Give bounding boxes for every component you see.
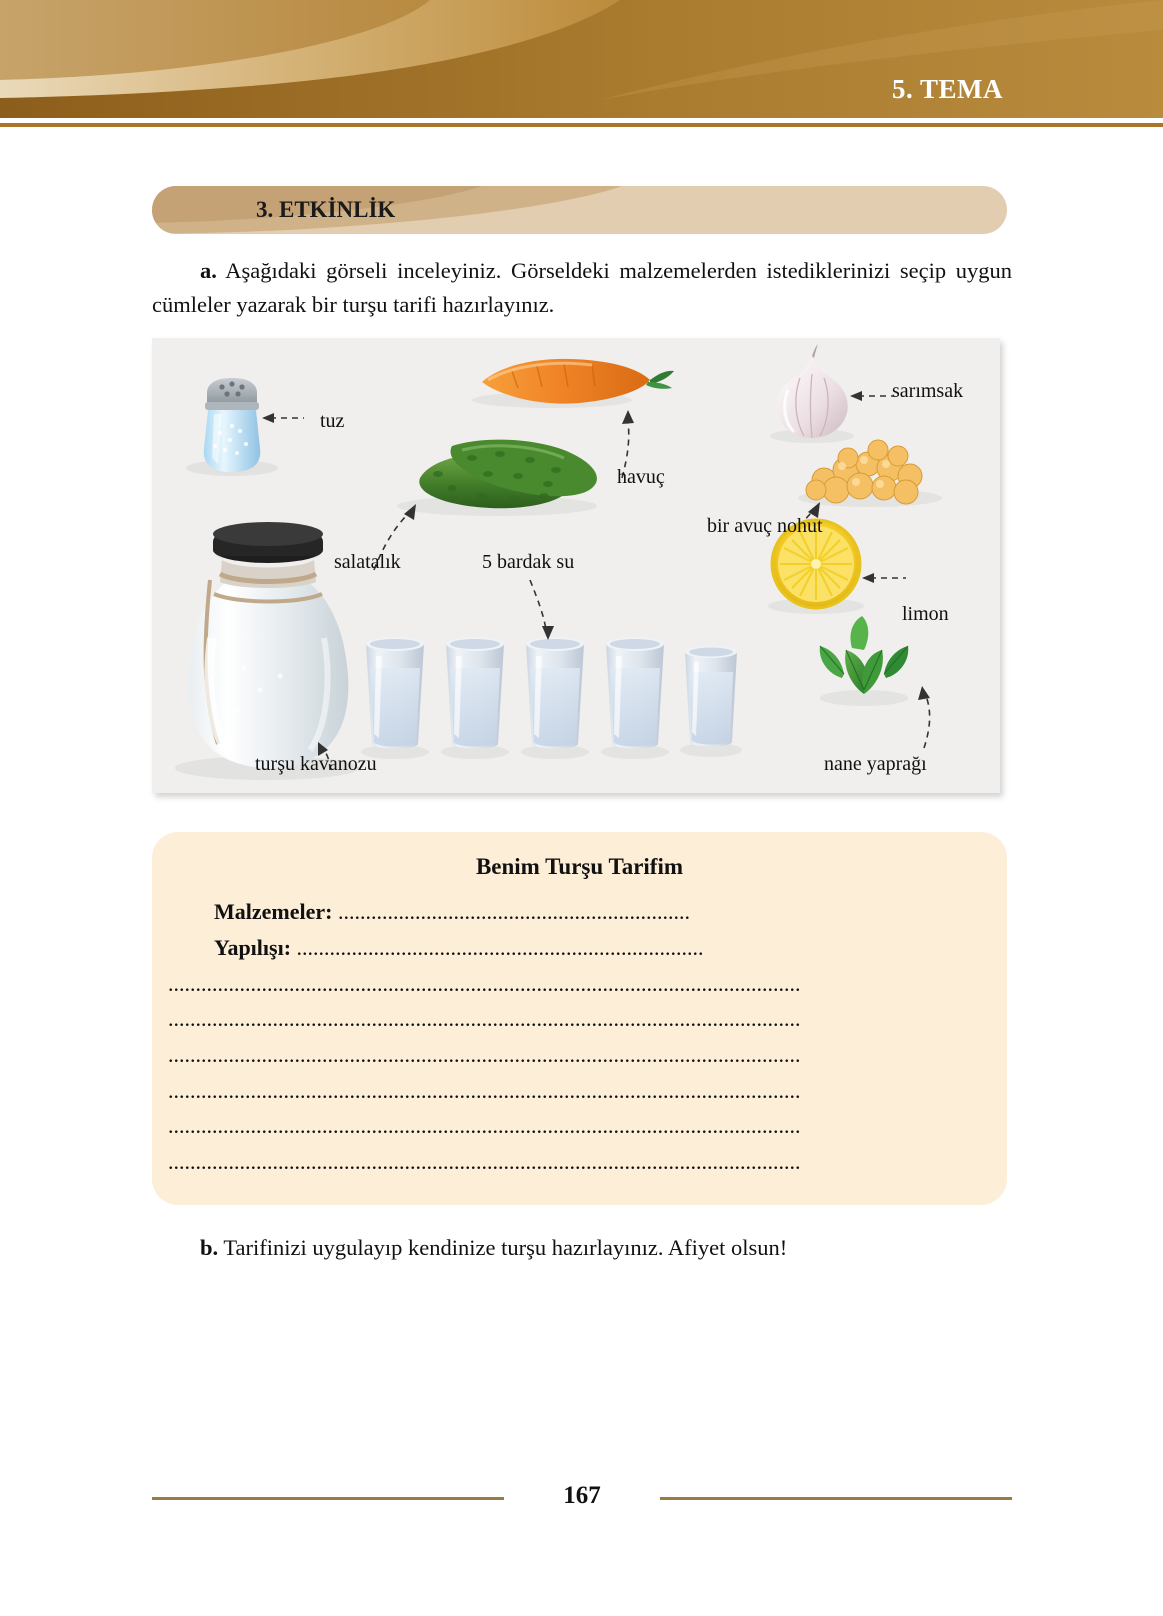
ingredients-illustration-graphic [152, 338, 1000, 793]
theme-title: 5. TEMA [891, 74, 1003, 104]
recipe-box [152, 832, 1007, 1205]
blank-line[interactable]: ................................................................................................................... [168, 1077, 801, 1103]
illustration [152, 338, 1007, 798]
recipe-title: Benim Turşu Tarifim [475, 854, 684, 880]
instruction-a-marker: a. [200, 258, 217, 283]
instruction-b-marker: b. [200, 1235, 219, 1261]
page-content [152, 186, 1012, 1266]
blank-line[interactable]: ................................................................................................................... [168, 1006, 801, 1032]
method-label: Yapılışı: [214, 935, 292, 960]
ingredients-dots: ................................................................ [337, 899, 690, 925]
ingredients-label: Malzemeler: [214, 899, 333, 925]
illustration-canvas [152, 338, 1000, 793]
activity-header [152, 186, 1007, 234]
instruction-b-text: Tarifinizi uygulayıp kendinize turşu hazırlayınız. Afiyet olsun! [223, 1235, 788, 1261]
method-dots: .......................................................................... [296, 935, 704, 960]
instruction-a-text: Aşağıdaki görseli inceleyiniz. Görseldeki malzemelerden istediklerinizi seçip uygun cümleler yazarak bir turşu tarifi hazırlayınız. [152, 258, 1012, 318]
ingredients-line[interactable] [152, 894, 1007, 930]
activity-label: 3. ETKİNLİK [256, 197, 396, 222]
label-bes-bardak-su: 5 bardak su [482, 551, 575, 574]
label-tursu-kavanozu: turşu kavanozu [255, 753, 377, 776]
label-bir-avuc-nohut: bir avuç nohut [707, 515, 823, 538]
footer-rule-right [660, 1497, 1012, 1500]
activity-swoosh-graphic [152, 186, 652, 234]
blank-line[interactable]: ................................................................................................................... [168, 970, 801, 996]
blank-line[interactable]: ................................................................................................................... [168, 1113, 801, 1139]
label-nane-yapragi: nane yaprağı [824, 753, 927, 776]
instruction-b [152, 1231, 1012, 1265]
label-havuc: havuç [617, 466, 665, 489]
blank-line[interactable]: ................................................................................................................... [168, 1041, 801, 1067]
page-number: 167 [563, 1482, 601, 1509]
header-banner-graphic [0, 0, 1163, 132]
blank-line[interactable]: ................................................................................................................... [168, 1148, 801, 1174]
page-footer [152, 1478, 1012, 1518]
label-limon: limon [902, 603, 949, 626]
instruction-a [152, 254, 1012, 322]
label-tuz: tuz [320, 410, 345, 433]
method-line[interactable] [152, 930, 1007, 966]
label-sarimsak: sarımsak [892, 380, 964, 403]
label-salatalik: salatalık [334, 551, 401, 574]
page-header [0, 0, 1163, 132]
